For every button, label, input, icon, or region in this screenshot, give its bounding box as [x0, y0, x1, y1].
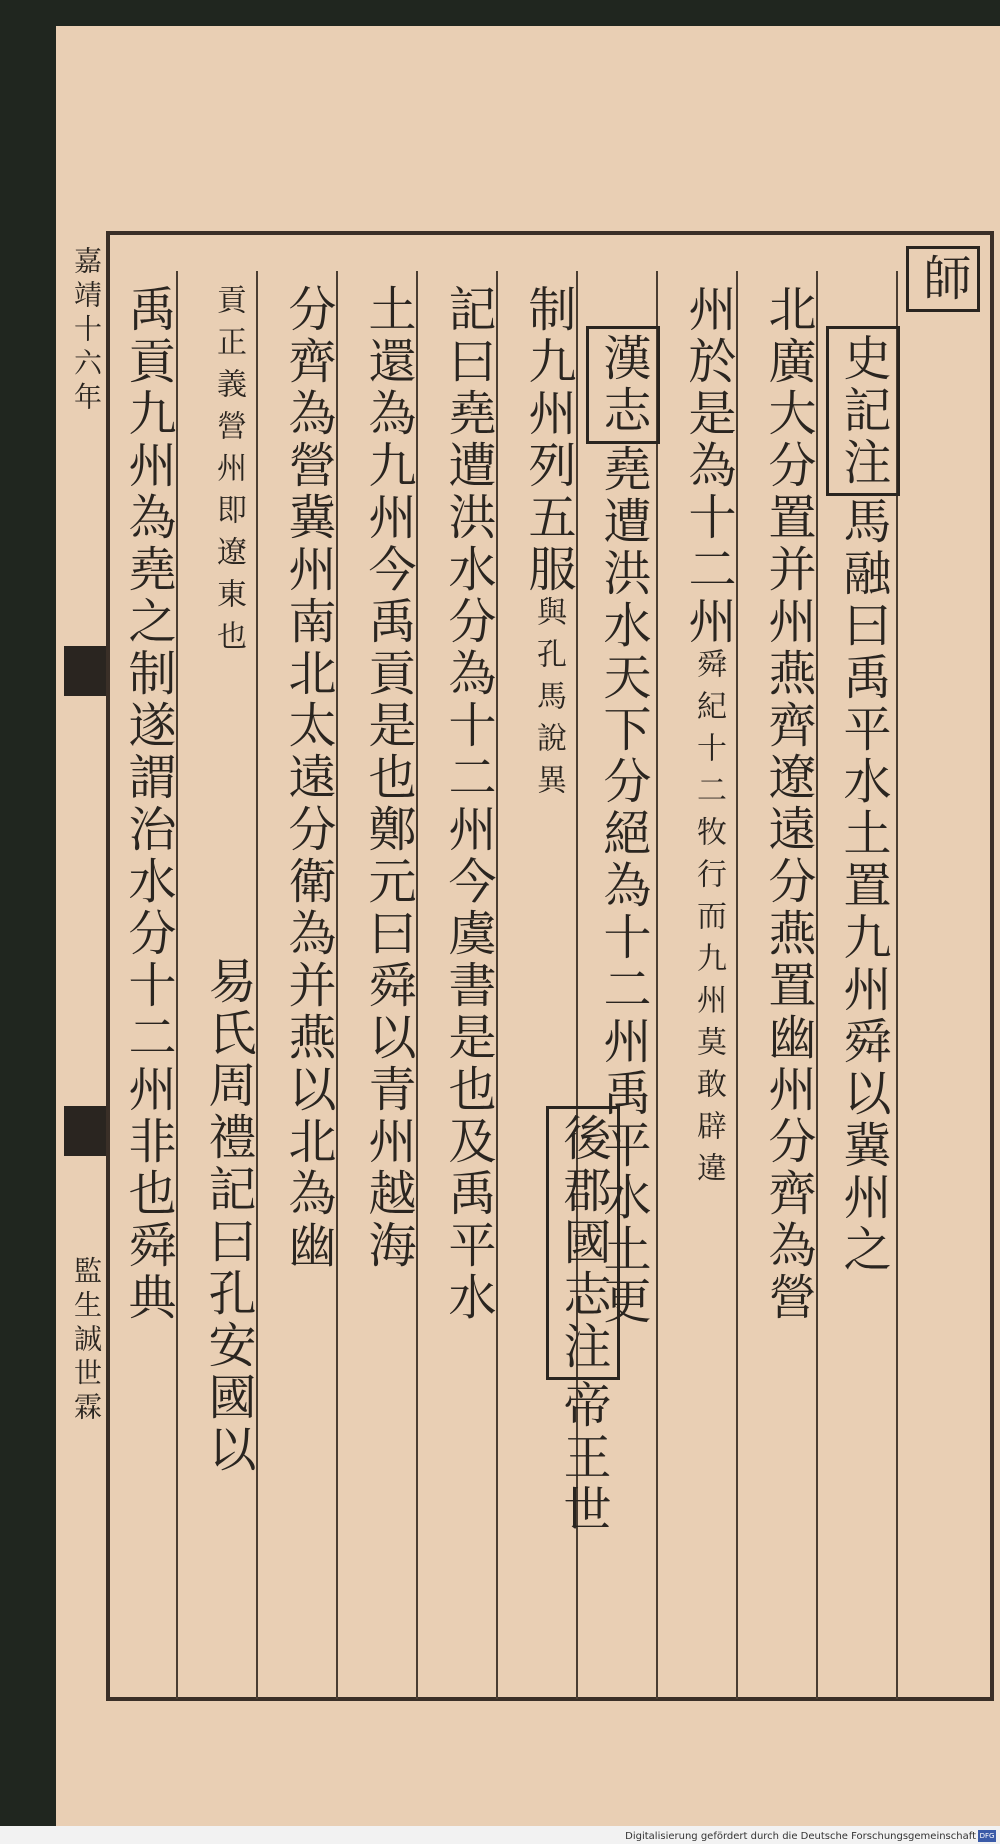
column-9 — [276, 284, 340, 1272]
dfg-logo: DFG — [979, 1832, 995, 1840]
column-2-label: 史記注 — [826, 326, 900, 496]
book-page — [56, 26, 1000, 1826]
column-6-text2: 帝王世 — [555, 1380, 611, 1536]
column-4-note: 舜紀十二牧行而九州莫敢辟違 — [691, 648, 726, 1194]
footer-credit: Digitalisierung gefördert durch die Deutsche Forschungsgemeinschaft — [625, 1831, 976, 1842]
column-2 — [836, 326, 900, 1276]
column-9-text: 分齊為營冀州南北太遠分衛為并燕以北為幽 — [280, 284, 336, 1272]
column-6-text: 制九州列五服 — [520, 284, 576, 596]
column-10 — [196, 956, 260, 1476]
column-4-text: 州於是為十二州 — [680, 284, 736, 648]
margin-bottom-text: 監生誠世霖 — [70, 1256, 103, 1426]
column-5-label: 漢志 — [586, 326, 660, 444]
margin-top-text: 嘉靖十六年 — [70, 246, 103, 416]
column-11 — [116, 284, 180, 1324]
footer-strip — [0, 1826, 1000, 1844]
column-3 — [756, 284, 820, 1324]
column-5-text: 堯遭洪水天下分絕為十二州禹平水土更 — [595, 444, 651, 1328]
column-7-text: 記曰堯遭洪水分為十二州今虞書是也及禹平水 — [440, 284, 496, 1324]
column-10-text2: 易氏周禮記曰孔安國以 — [200, 956, 256, 1476]
column-3-text: 北廣大分置并州燕齊遼遠分燕置幽州分齊為營 — [760, 284, 816, 1324]
fishtail-mark — [64, 646, 106, 696]
column-2-text: 馬融曰禹平水土置九州舜以冀州之 — [835, 496, 891, 1276]
column-6-label2: 後郡國志注 — [546, 1106, 620, 1380]
column-6 — [516, 284, 580, 806]
column-11-text: 禹貢九州為堯之制遂謂治水分十二州非也舜典 — [120, 284, 176, 1324]
column-10-note-text: 貢正義營州即遼東也 — [211, 284, 246, 662]
column-4 — [676, 284, 740, 1194]
column-10-note — [196, 284, 260, 662]
column-8-text: 土還為九州今禹貢是也鄭元曰舜以青州越海 — [360, 284, 416, 1272]
column-7 — [436, 284, 500, 1324]
column-1-label: 師 — [906, 246, 980, 312]
fishtail-mark — [64, 1106, 106, 1156]
column-6b — [556, 1106, 620, 1536]
column-1 — [916, 246, 980, 312]
column-8 — [356, 284, 420, 1272]
column-6-note: 與孔馬說異 — [531, 596, 566, 806]
